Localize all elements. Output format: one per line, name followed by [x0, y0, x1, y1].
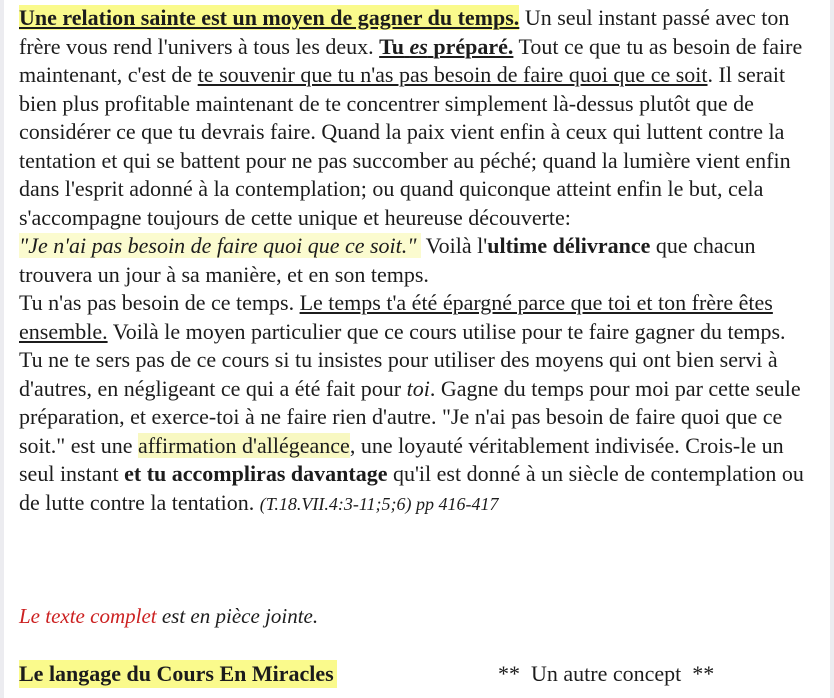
- italic-toi: toi: [406, 375, 430, 401]
- citation-reference: (T.18.VII.4:3-11;5;6) pp 416-417: [259, 493, 499, 514]
- text-segment: . Gagne du temps pour moi par cette seule préparation, et exerce-toi à ne faire rien d'autre. "Je n'ai pas besoin de faire quoi que ce soit." est une: [19, 375, 801, 458]
- attachment-note-text: est en pièce jointe.: [156, 604, 319, 628]
- word-tu: Tu: [379, 33, 405, 59]
- text-segment: Tout ce que tu as besoin de faire maintenant, c'est de: [19, 33, 803, 87]
- text-segment: que chacun trouvera un jour à sa manière, et en son temps.: [19, 233, 756, 287]
- attachment-link-text: Le texte complet: [19, 604, 157, 628]
- attachment-note: [19, 604, 318, 629]
- underlined-temps-epargne: Le temps t'a été épargné parce que toi et ton frère êtes ensemble.: [19, 290, 773, 344]
- highlighted-affirmation: affirmation d'allégeance: [137, 432, 350, 458]
- underlined-souvenir: te souvenir que tu n'as pas besoin de faire quoi que ce soit: [197, 62, 708, 87]
- paragraph-release: [19, 232, 809, 289]
- word-prepare: préparé.: [433, 33, 514, 59]
- text-segment: . Il serait bien plus profitable maintenant de te concentrer simplement là-dessus plutôt que de considérer ce que tu devrais faire. Quand la paix vient enfin à ceux qui luttent contre la tentation et qui se battent pour ne pas succomber au péché; quand la lumière vient enfin dans l'esprit adonné à la contemplation; ou quand quiconque atteint enfin le but, cela s'accompagne toujours de cette unique et heureuse découverte:: [19, 62, 791, 230]
- heading-holy-relationship: Une relation sainte est un moyen de gagner du temps.: [19, 5, 520, 30]
- word-es: es: [409, 33, 428, 59]
- bold-ultime-delivrance: ultime délivrance: [487, 233, 651, 258]
- text-segment: Voilà l': [420, 233, 488, 258]
- paragraph-holy-relationship: [19, 4, 809, 232]
- bold-accompliras: et tu accompliras davantage: [124, 461, 388, 486]
- text-segment: qu'il est donné à un siècle de contemplation ou de lutte contre la tentation.: [19, 461, 804, 515]
- text-segment: Un seul instant passé avec ton frère vous rend l'univers à tous les deux.: [19, 5, 790, 59]
- text-segment: Tu n'as pas besoin de ce temps.: [19, 290, 300, 315]
- text-segment: , une loyauté véritablement indivisée. Crois-le un seul instant: [19, 432, 784, 486]
- footer-title: Le langage du Cours En Miracles: [19, 660, 337, 688]
- paragraph-time-saved: [19, 289, 809, 518]
- highlighted-quote: "Je n'ai pas besoin de faire quoi que ce soit.": [19, 233, 421, 258]
- emphasis-tu-es-prepare: [379, 34, 513, 59]
- course-passage: [19, 4, 809, 518]
- text-segment: Voilà le moyen particulier que ce cours utilise pour te faire gagner du temps. Tu ne te sers pas de ce cours si tu insistes pour utiliser des moyens qui ont bien servi à d'autres, en négligeant ce qui a été fait pour: [19, 318, 786, 401]
- footer-concept: ** Un autre concept **: [498, 661, 715, 686]
